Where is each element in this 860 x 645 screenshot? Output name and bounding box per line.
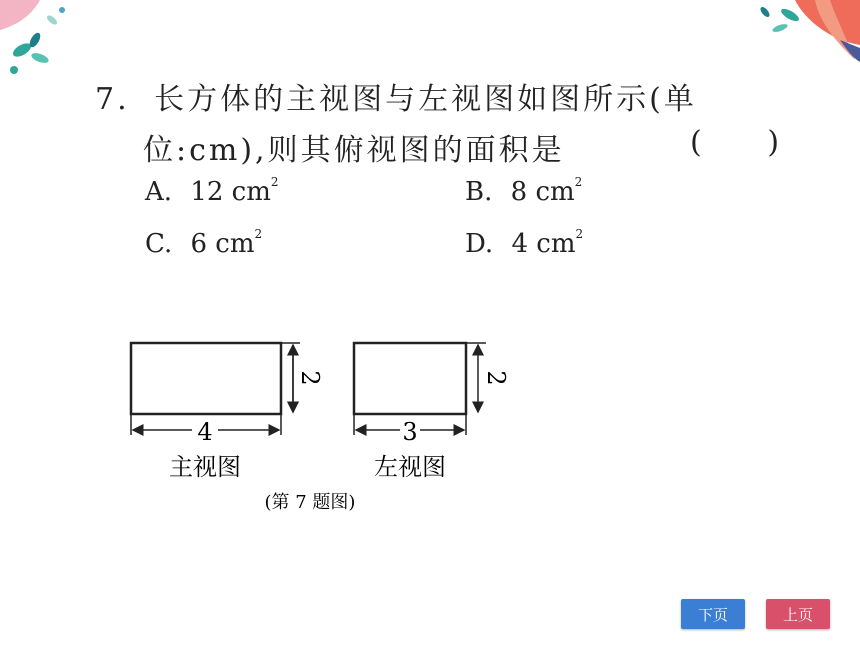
question-line-1	[95, 74, 697, 118]
front-view-label: 主视图	[169, 453, 241, 481]
figure-caption: (第 7 题图)	[264, 492, 356, 513]
left-view-label: 左视图	[374, 453, 446, 481]
left-view	[354, 343, 510, 481]
question-text-line-2: 位:cm),则其俯视图的面积是	[143, 133, 565, 168]
left-view-rect	[354, 343, 466, 414]
option-d: D. 4 $cm^2$	[465, 227, 584, 259]
answer-paren: ( )	[690, 125, 783, 160]
left-view-height-label: 2	[482, 370, 510, 386]
left-view-width-label: 3	[402, 418, 418, 446]
option-c: C. 6 $cm^2$	[145, 227, 263, 259]
floral-decoration-top-left	[0, 0, 90, 80]
option-a: A. 12 $cm^2$	[145, 175, 279, 207]
front-view-height-label: 2	[296, 370, 324, 386]
prev-page-button[interactable]: 上页	[766, 599, 830, 629]
option-b: B. 8 $cm^2$	[465, 175, 583, 207]
question-line-2	[143, 125, 565, 169]
next-page-button[interactable]: 下页	[681, 599, 745, 629]
front-view	[131, 343, 324, 481]
floral-decoration-top-right	[735, 0, 860, 70]
question-number: 7.	[95, 82, 130, 117]
front-view-width-label: 4	[197, 418, 213, 446]
front-view-rect	[131, 343, 281, 414]
question-text-line-1: 长方体的主视图与左视图如图所示(单	[154, 82, 697, 117]
three-view-figure	[120, 330, 540, 520]
